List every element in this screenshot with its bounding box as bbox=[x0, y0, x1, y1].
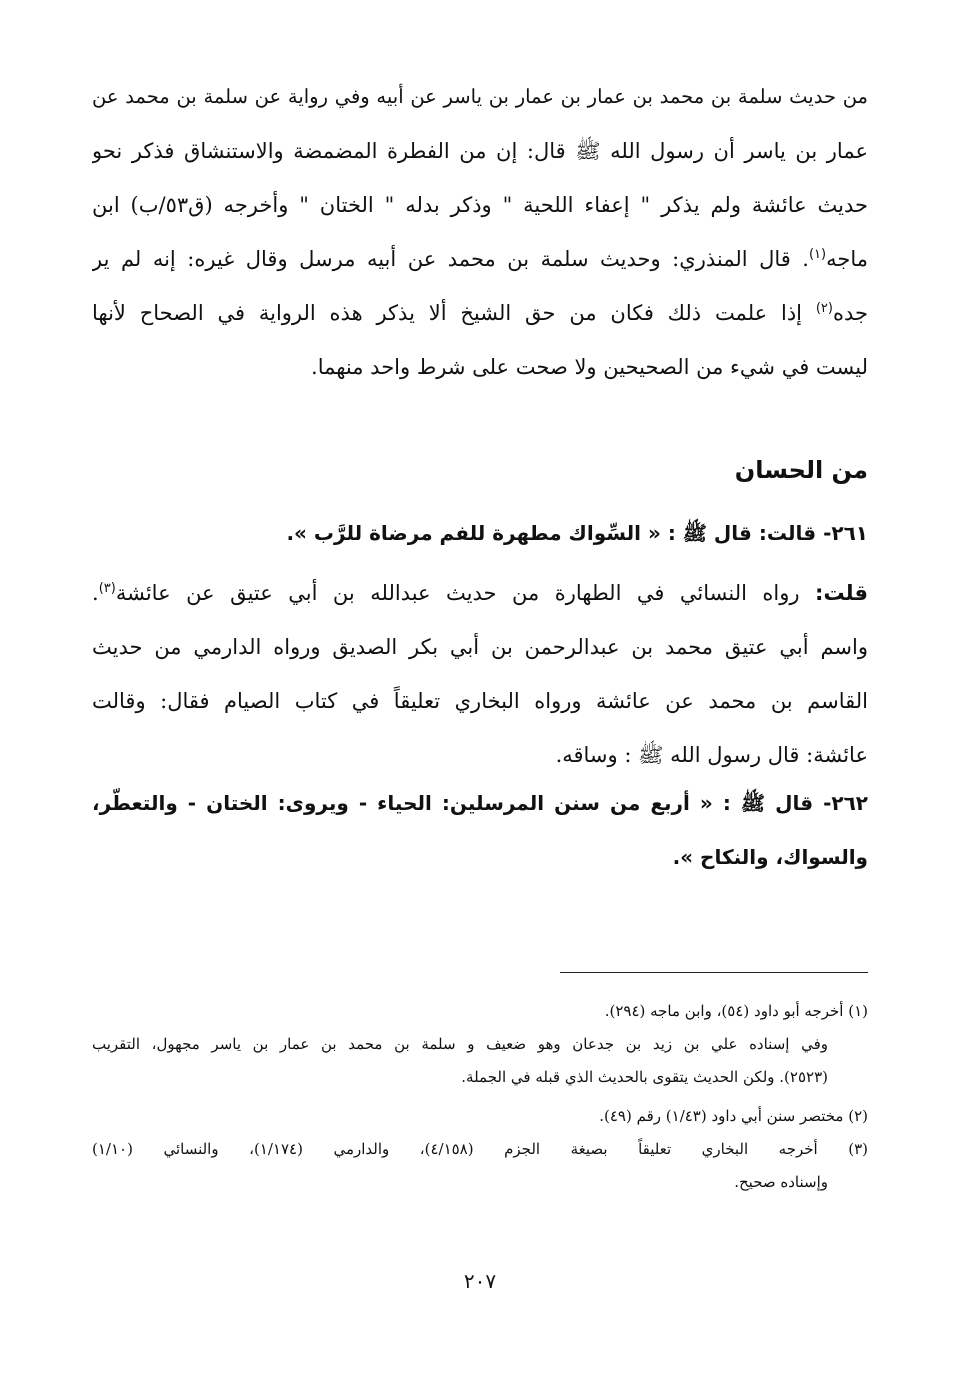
text-fragment: إذا علمت ذلك فكان من حق الشيخ ألا يذكر هذه الرواية في الصحاح لأنها bbox=[92, 301, 816, 325]
text-line bbox=[92, 286, 868, 340]
footnotes bbox=[92, 995, 868, 1199]
commentary-paragraph bbox=[92, 566, 868, 782]
hadith-text: ٢٦١- قالت: قال ﷺ : « السِّواك مطهرة للفم مرضاة للرَّب ». bbox=[286, 521, 868, 545]
hadith-261 bbox=[92, 506, 868, 560]
text-line: حديث عائشة ولم يذكر " إعفاء اللحية " وذكر بدله " الختان " وأخرجه (ق٥٣/ب) ابن bbox=[92, 193, 868, 217]
footnote-3: (٣) أخرجه البخاري تعليقاً بصيغة الجزم (٤/١٥٨)، والدارمي (١/١٧٤)، والنسائي (١/١٠) bbox=[92, 1140, 868, 1158]
intro-paragraph bbox=[92, 70, 868, 394]
text-line: عمار بن ياسر أن رسول الله ﷺ قال: إن من الفطرة المضمضة والاستنشاق فذكر نحو bbox=[92, 139, 868, 163]
text-fragment: جده bbox=[832, 301, 868, 325]
footnote-1: (١) أخرجه أبو داود (٥٤)، وابن ماجه (٢٩٤). bbox=[604, 1002, 868, 1020]
footnote-marker-1: (١) bbox=[808, 247, 827, 262]
text-fragment: ماجه bbox=[826, 247, 868, 271]
text-fragment: . bbox=[92, 581, 99, 605]
footnote-3-note: وإسناده صحيح. bbox=[734, 1173, 828, 1191]
footnote-marker-3: (٣) bbox=[98, 581, 116, 596]
text-fragment: . قال المنذري: وحديث سلمة بن محمد عن أبيه مرسل وقال غيره: إنه لم ير bbox=[92, 247, 809, 271]
text-line: ليست في شيء من الصحيحين ولا صحت على شرط واحد منهما. bbox=[311, 355, 868, 379]
hadith-text: ٢٦٢- قال ﷺ : « أربع من سنن المرسلين: الحياء - ويروى: الختان - والتعطّر، bbox=[92, 791, 868, 815]
footnote-divider bbox=[560, 972, 868, 973]
text-line: عائشة: قال رسول الله ﷺ : وساقه. bbox=[555, 743, 868, 767]
footnote-2: (٢) مختصر سنن أبي داود (١/٤٣) رقم (٤٩). bbox=[599, 1107, 868, 1125]
footnote-marker-2: (٢) bbox=[815, 301, 833, 316]
page-number: ٢٠٧ bbox=[463, 1269, 497, 1293]
footnote-1-note: (٢٥٢٣). ولكن الحديث يتقوى بالحديث الذي قبله في الجملة. bbox=[461, 1068, 828, 1086]
hadith-text: والسواك، والنكاح ». bbox=[672, 845, 868, 869]
commentary-label: قلت: bbox=[815, 581, 868, 605]
hadith-262 bbox=[92, 776, 868, 884]
document-page bbox=[92, 70, 868, 1310]
text-fragment: رواه النسائي في الطهارة من حديث عبدالله بن أبي عتيق عن عائشة bbox=[115, 581, 816, 605]
text-line: من حديث سلمة بن محمد بن عمار بن عمار بن ياسر عن أبيه وفي رواية عن سلمة بن محمد عن bbox=[92, 85, 868, 108]
footnote-1-note: وفي إسناده علي بن زيد بن جدعان وهو ضعيف و سلمة بن محمد بن عمار بن ياسر مجهول، التقريب bbox=[92, 1035, 828, 1053]
text-line bbox=[92, 566, 868, 620]
text-line: القاسم بن محمد عن عائشة ورواه البخاري تعليقاً في كتاب الصيام فقال: وقالت bbox=[92, 689, 868, 713]
text-line bbox=[92, 232, 868, 286]
text-line: واسم أبي عتيق محمد بن عبدالرحمن بن أبي بكر الصديق ورواه الدارمي من حديث bbox=[92, 635, 868, 659]
section-title: من الحسان bbox=[734, 456, 868, 484]
